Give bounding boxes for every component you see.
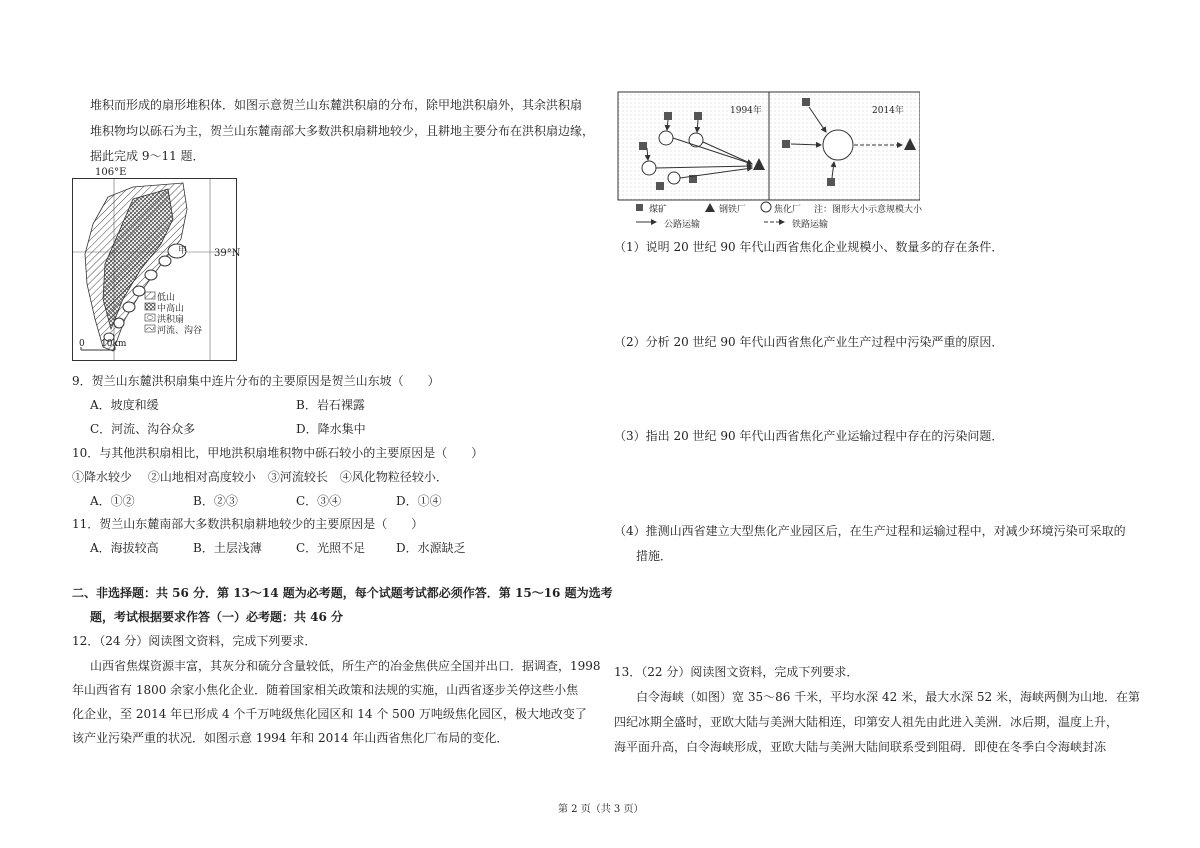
q12-line-2: 年山西省有 1800 余家小焦化企业．随着国家相关政策和法规的实施，山西省逐步关停这些小焦 — [72, 683, 579, 697]
alluvial-fan-map — [72, 178, 237, 361]
q10-option-c: C．③④ — [296, 494, 342, 508]
q12-sub4-cont: 措施． — [636, 549, 673, 563]
scale-label: 10km — [101, 339, 127, 349]
q12-line-4: 该产业污染严重的状况．如图示意 1994 年和 2014 年山西省焦化厂布局的变化． — [72, 731, 509, 745]
legend-river: 河流、沟谷 — [157, 326, 203, 336]
q13-line-3: 海平面升高，白令海峡形成，亚欧大陆与美洲大陆间联系受到阻碍．即使在冬季白令海峡封冻 — [614, 740, 1107, 754]
q11-option-b: B．土层浅薄 — [193, 541, 262, 555]
legend-rail-transport: 铁路运输 — [792, 220, 829, 230]
legend-alluvial-fan: 洪积扇 — [157, 315, 185, 325]
q11-option-c: C．光照不足 — [296, 541, 366, 555]
diagram-year-2014: 2014年 — [872, 106, 904, 116]
q10-stem: 10．与其他洪积扇相比，甲地洪积扇堆积物中砾石较小的主要原因是（ ） — [72, 446, 484, 460]
q10-option-d: D．①④ — [396, 494, 442, 508]
legend-high-mountain: 中高山 — [157, 304, 185, 314]
legend-coking-plant: 焦化厂 — [774, 205, 802, 215]
q12-heading: 12．（24 分）阅读图文资料，完成下列要求． — [72, 634, 317, 648]
legend-coal-mine: 煤矿 — [649, 205, 668, 215]
scale-zero: 0 — [79, 339, 85, 349]
map-longitude-label: 106°E — [95, 167, 127, 178]
q9-option-b: B．岩石裸露 — [296, 398, 365, 412]
map-drawing — [73, 179, 236, 360]
q13-heading: 13．（22 分）阅读图文资料，完成下列要求． — [614, 665, 859, 679]
legend-steel-plant: 钢铁厂 — [719, 205, 747, 215]
section2-heading-line2: 题，考试根据要求作答（一）必考题：共 46 分 — [90, 610, 344, 624]
legend-note: 注：图形大小示意规模大小 — [814, 205, 923, 215]
q10-option-a: A．①② — [90, 494, 135, 508]
q12-line-1: 山西省焦煤资源丰富，其灰分和硫分含量较低，所生产的冶金焦供应全国并出口．据调查，1998 — [90, 659, 601, 673]
q9-stem: 9．贺兰山东麓洪积扇集中连片分布的主要原因是贺兰山东坡（ ） — [72, 374, 440, 388]
q13-line-1: 白令海峡（如图）宽 35～86 千米，平均水深 42 米，最大水深 52 米，海峡两侧为山地．在第 — [636, 690, 1140, 704]
q12-sub3: （3）指出 20 世纪 90 年代山西省焦化产业运输过程中存在的污染问题． — [614, 429, 1004, 443]
diagram-year-1994: 1994年 — [730, 106, 762, 116]
q11-option-a: A．海拔较高 — [90, 541, 159, 555]
section2-heading-line1: 二、非选择题：共 56 分．第 13～14 题为必考题，每个试题考试都必须作答．第 15～16 题为选考 — [72, 586, 613, 600]
legend-low-mountain: 低山 — [157, 293, 176, 303]
intro-line-2: 堆积物均以砾石为主，贺兰山东麓南部大多数洪积扇耕地较少，且耕地主要分布在洪积扇边缘， — [90, 124, 595, 138]
q12-sub2: （2）分析 20 世纪 90 年代山西省焦化产业生产过程中污染严重的原因． — [614, 335, 1004, 349]
intro-line-3: 据此完成 9～11 题． — [90, 149, 205, 163]
coking-layout-diagram — [614, 90, 923, 230]
q12-line-3: 化企业，至 2014 年已形成 4 个千万吨级焦化园区和 14 个 500 万吨级焦化园区，极大地改变了 — [72, 707, 587, 721]
q10-items: ①降水较少 ②山地相对高度较小 ③河流较长 ④风化物粒径较小． — [72, 470, 448, 484]
page-footer: 第 2 页（共 3 页） — [558, 804, 644, 815]
q9-option-a: A．坡度和缓 — [90, 398, 159, 412]
q10-option-b: B．②③ — [193, 494, 238, 508]
intro-line-1: 堆积而形成的扇形堆积体．如图示意贺兰山东麓洪积扇的分布，除甲地洪积扇外，其余洪积扇 — [90, 98, 583, 112]
map-latitude-label: 39°N — [214, 248, 241, 259]
map-place-label: 甲 — [178, 246, 188, 256]
q12-sub1: （1）说明 20 世纪 90 年代山西省焦化企业规模小、数量多的存在条件． — [614, 240, 1004, 254]
q12-sub4: （4）推测山西省建立大型焦化产业园区后，在生产过程和运输过程中，对减少环境污染可采取的 — [614, 524, 1126, 538]
q9-option-d: D．降水集中 — [296, 422, 366, 436]
q9-option-c: C．河流、沟谷众多 — [90, 422, 196, 436]
legend-road-transport: 公路运输 — [664, 220, 701, 230]
q11-option-d: D．水源缺乏 — [396, 541, 466, 555]
q11-stem: 11．贺兰山东麓南部大多数洪积扇耕地较少的主要原因是（ ） — [72, 517, 424, 531]
q13-line-2: 四纪冰期全盛时，亚欧大陆与美洲大陆相连，印第安人祖先由此进入美洲．冰后期，温度上升， — [614, 715, 1119, 729]
